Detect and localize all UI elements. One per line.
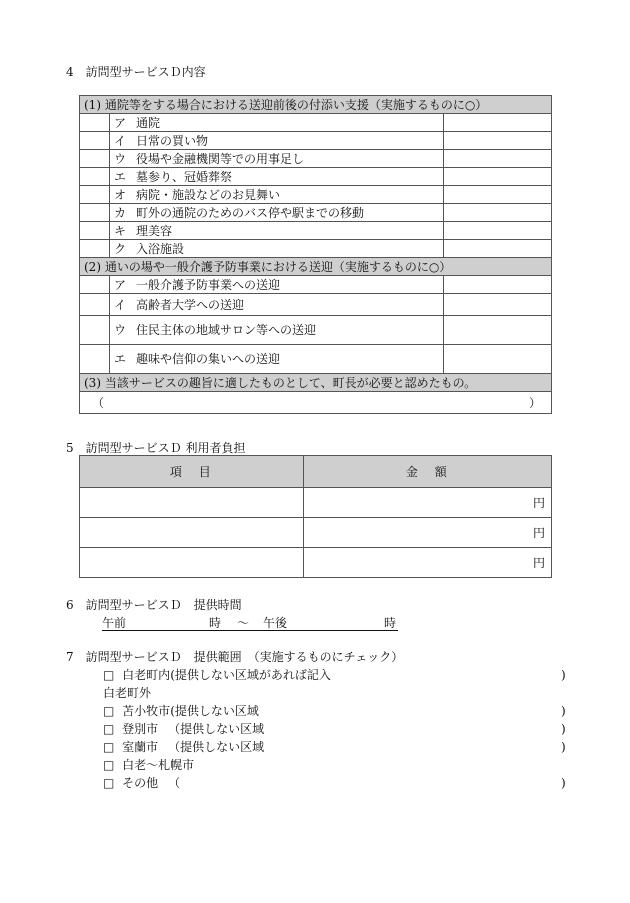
charge-amount-cell[interactable]: 円 — [304, 548, 552, 578]
item-row — [80, 204, 552, 222]
item-mark-cell[interactable] — [444, 132, 552, 150]
item-letter: ウ — [114, 151, 127, 166]
charge-row — [80, 518, 552, 548]
close-paren: ) — [561, 776, 566, 790]
item-mark-cell[interactable] — [444, 150, 552, 168]
hour-label-2: 時 — [384, 616, 397, 630]
city-name: 苫小牧市 — [122, 704, 171, 718]
charge-amount-cell[interactable]: 円 — [304, 518, 552, 548]
part3-paren-close: ） — [529, 396, 542, 410]
item-letter: ク — [114, 241, 127, 256]
pm-label: 午後 — [263, 616, 288, 630]
city-name: 登別市 — [122, 722, 159, 736]
charge-item-cell[interactable] — [80, 548, 304, 578]
user-charge-table — [79, 455, 552, 578]
hour-label-1: 時 — [209, 616, 222, 630]
row-spacer-cell — [80, 345, 110, 374]
checkbox-tomakomai[interactable]: □ — [103, 704, 115, 718]
item-letter: エ — [114, 352, 127, 366]
item-row — [80, 316, 552, 345]
item-label-cell — [110, 168, 444, 186]
item-letter: キ — [114, 223, 127, 238]
item-mark-cell[interactable] — [444, 240, 552, 258]
checkbox-sapporo[interactable]: □ — [103, 758, 115, 772]
col-item-header: 項 目 — [80, 456, 304, 488]
in-town-note: (提供しない区域があれば記入 — [170, 668, 331, 682]
item-row — [80, 240, 552, 258]
item-letter: イ — [114, 297, 127, 312]
checkbox-noboribetsu[interactable]: □ — [103, 722, 115, 736]
item-label-cell — [110, 276, 444, 294]
city-note: （提供しない区域 — [168, 740, 265, 754]
item-row — [80, 168, 552, 186]
provision-time-line[interactable] — [102, 617, 398, 631]
checkbox-muroran[interactable]: □ — [103, 740, 115, 754]
am-label: 午前 — [102, 616, 127, 630]
part3-header-row — [80, 374, 552, 392]
part1-header: (1) 通院等をする場合における送迎前後の付添い支援（実施するものに○） — [80, 96, 552, 114]
item-row — [80, 114, 552, 132]
city-row-muroran — [103, 741, 264, 753]
item-row — [80, 186, 552, 204]
section-4-title: 4 訪問型サービスＤ内容 — [66, 65, 206, 79]
other-label: その他 — [122, 776, 159, 790]
item-mark-cell[interactable] — [444, 204, 552, 222]
section-5-title: 5 訪問型サービスＤ 利用者負担 — [66, 441, 246, 455]
charge-item-cell[interactable] — [80, 518, 304, 548]
in-town-row — [103, 669, 331, 681]
item-row — [80, 132, 552, 150]
part3-paren-open: （ — [92, 395, 105, 410]
item-mark-cell[interactable] — [444, 222, 552, 240]
item-label-cell — [110, 204, 444, 222]
city-note: （提供しない区域 — [168, 722, 265, 736]
sapporo-row — [103, 759, 194, 771]
row-spacer-cell — [80, 204, 110, 222]
item-mark-cell[interactable] — [444, 316, 552, 345]
item-row — [80, 294, 552, 316]
item-label-cell — [110, 222, 444, 240]
city-row-noboribetsu — [103, 723, 264, 735]
item-text: 住民主体の地域サロン等への送迎 — [136, 323, 317, 337]
row-spacer-cell — [80, 114, 110, 132]
other-row — [103, 777, 180, 789]
row-spacer-cell — [80, 294, 110, 316]
item-label-cell — [110, 150, 444, 168]
charge-row — [80, 548, 552, 578]
item-text: 趣味や信仰の集いへの送迎 — [136, 352, 281, 366]
item-label-cell — [110, 240, 444, 258]
checkbox-in-town[interactable]: □ — [103, 668, 115, 682]
item-text: 通院 — [136, 115, 161, 130]
item-text: 理美容 — [136, 223, 173, 238]
item-row — [80, 276, 552, 294]
row-spacer-cell — [80, 316, 110, 345]
item-letter: ア — [114, 115, 127, 130]
city-note: (提供しない区域 — [170, 704, 259, 718]
row-spacer-cell — [80, 168, 110, 186]
item-mark-cell[interactable] — [444, 276, 552, 294]
item-letter: オ — [114, 187, 127, 202]
item-label-cell — [110, 132, 444, 150]
tilde: ～ — [237, 616, 250, 630]
charge-amount-cell[interactable]: 円 — [304, 488, 552, 518]
row-spacer-cell — [80, 150, 110, 168]
part3-entry-row — [80, 392, 552, 414]
item-text: 入浴施設 — [136, 241, 185, 256]
part2-header: (2) 通いの場や一般介護予防事業における送迎（実施するものに○） — [80, 258, 552, 276]
part3-header: (3) 当該サービスの趣旨に適したものとして、町長が必要と認めたもの。 — [80, 374, 552, 392]
item-label-cell — [110, 186, 444, 204]
part1-header-row — [80, 96, 552, 114]
close-paren: ) — [561, 740, 566, 754]
in-town-close-paren: ) — [561, 668, 566, 682]
out-town-label: 白老町外 — [103, 686, 152, 700]
item-letter: エ — [114, 169, 127, 184]
checkbox-other[interactable]: □ — [103, 776, 115, 790]
close-paren: ) — [561, 704, 566, 718]
part2-header-row — [80, 258, 552, 276]
row-spacer-cell — [80, 186, 110, 204]
item-label-cell — [110, 345, 444, 374]
item-text: 町外の通院のためのバス停や駅までの移動 — [136, 205, 365, 220]
item-row — [80, 222, 552, 240]
item-mark-cell[interactable] — [444, 168, 552, 186]
charge-row — [80, 488, 552, 518]
in-town-label: 白老町内 — [122, 668, 171, 682]
row-spacer-cell — [80, 132, 110, 150]
item-row — [80, 345, 552, 374]
item-letter: カ — [114, 205, 127, 220]
item-text: 一般介護予防事業への送迎 — [136, 277, 281, 292]
item-letter: ウ — [114, 323, 127, 337]
row-spacer-cell — [80, 276, 110, 294]
item-text: 役場や金融機関等での用事足し — [136, 151, 305, 166]
row-spacer-cell — [80, 222, 110, 240]
item-text: 病院・施設などのお見舞い — [136, 187, 281, 202]
service-content-table — [79, 95, 552, 414]
item-letter: イ — [114, 133, 127, 148]
section-6-title: 6 訪問型サービスＤ 提供時間 — [66, 598, 242, 612]
item-label-cell — [110, 294, 444, 316]
section-7-title: 7 訪問型サービスＤ 提供範囲 （実施するものにチェック） — [66, 650, 404, 664]
item-mark-cell[interactable] — [444, 186, 552, 204]
item-mark-cell[interactable] — [444, 114, 552, 132]
item-letter: ア — [114, 277, 127, 292]
item-text: 墓参り、冠婚葬祭 — [136, 169, 233, 184]
charge-item-cell[interactable] — [80, 488, 304, 518]
item-label-cell — [110, 114, 444, 132]
part3-entry-field[interactable] — [80, 392, 552, 414]
sapporo-label: 白老～札幌市 — [122, 758, 195, 772]
charge-header-row — [80, 456, 552, 488]
col-amount-header: 金 額 — [304, 456, 552, 488]
close-paren: ) — [561, 722, 566, 736]
item-mark-cell[interactable] — [444, 294, 552, 316]
item-mark-cell[interactable] — [444, 345, 552, 374]
other-paren-open: （ — [168, 776, 181, 790]
item-text: 高齢者大学への送迎 — [136, 297, 245, 312]
item-label-cell — [110, 316, 444, 345]
city-name: 室蘭市 — [122, 740, 159, 754]
city-row-tomakomai — [103, 705, 259, 717]
item-row — [80, 150, 552, 168]
item-text: 日常の買い物 — [136, 133, 209, 148]
row-spacer-cell — [80, 240, 110, 258]
